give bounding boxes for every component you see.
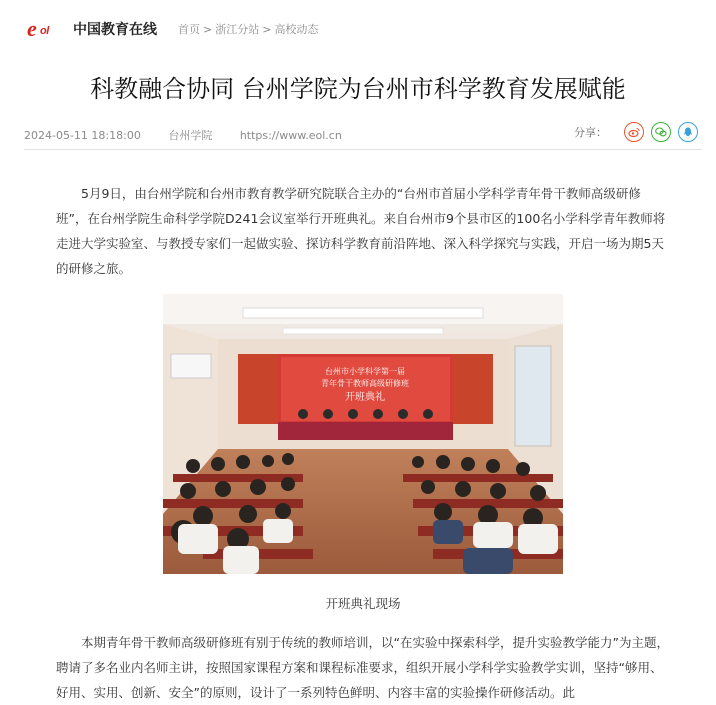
- breadcrumb: [178, 21, 318, 37]
- breadcrumb-news-link[interactable]: 高校动态: [274, 23, 319, 36]
- photo-caption: 开班典礼现场: [325, 596, 401, 611]
- article-source: 台州学院: [168, 129, 213, 142]
- breadcrumb-zhejiang-link[interactable]: 浙江分站: [215, 23, 260, 36]
- breadcrumb-separator: >: [203, 23, 213, 36]
- article-paragraph: 本期青年骨干教师高级研修班有别于传统的教师培训，以“在实验中探索科学，提升实验教学能力”为主题，聘请了多名业内名师主讲，按照国家课程方案和课程标准要求，组织开展小学科学实验教学实训，坚持“够用、好用、实用、创新、安全”的原则，设计了一系列特色鲜明、内容丰富的实验操作研修活动。此: [56, 635, 669, 700]
- share-bar: [574, 122, 698, 142]
- source-url: https://www.eol.cn: [239, 129, 342, 142]
- weibo-icon[interactable]: [624, 122, 644, 142]
- wechat-icon[interactable]: [651, 122, 671, 142]
- article-meta: [24, 127, 366, 143]
- qq-icon[interactable]: [678, 122, 698, 142]
- photo-banner-line1: 台州市小学科学第一届: [325, 367, 405, 376]
- site-header: [0, 0, 716, 58]
- article-paragraph: 5月9日，由台州学院和台州市教育教学研究院联合主办的“台州市首届小学科学青年骨干教师高级研修班”，在台州学院生命科学学院D241会议室举行开班典礼。来自台州市9个县市区的100名小学科学青年教师将走进大学实验室、与教授专家们一起做实验、探访科学教育前沿阵地、深入科学探究与实践，开启一场为期5天的研修之旅。: [56, 186, 666, 276]
- site-name: 中国教育在线: [73, 22, 157, 38]
- breadcrumb-separator: >: [262, 23, 272, 36]
- site-logo[interactable]: [27, 17, 157, 41]
- photo-banner-line2: 青年骨干教师高级研修班: [321, 379, 409, 388]
- share-label: 分享：: [574, 126, 607, 139]
- photo-banner-line3: 开班典礼: [345, 392, 385, 403]
- article-title: 科教融合协同 台州学院为台州市科学教育发展赋能: [90, 75, 626, 103]
- meta-divider: [24, 149, 702, 150]
- publish-date: 2024-05-11 18:18:00: [24, 129, 141, 142]
- breadcrumb-home-link[interactable]: 首页: [178, 23, 200, 36]
- eol-logo-mark: e ol: [27, 16, 49, 41]
- article-photo: [163, 294, 563, 574]
